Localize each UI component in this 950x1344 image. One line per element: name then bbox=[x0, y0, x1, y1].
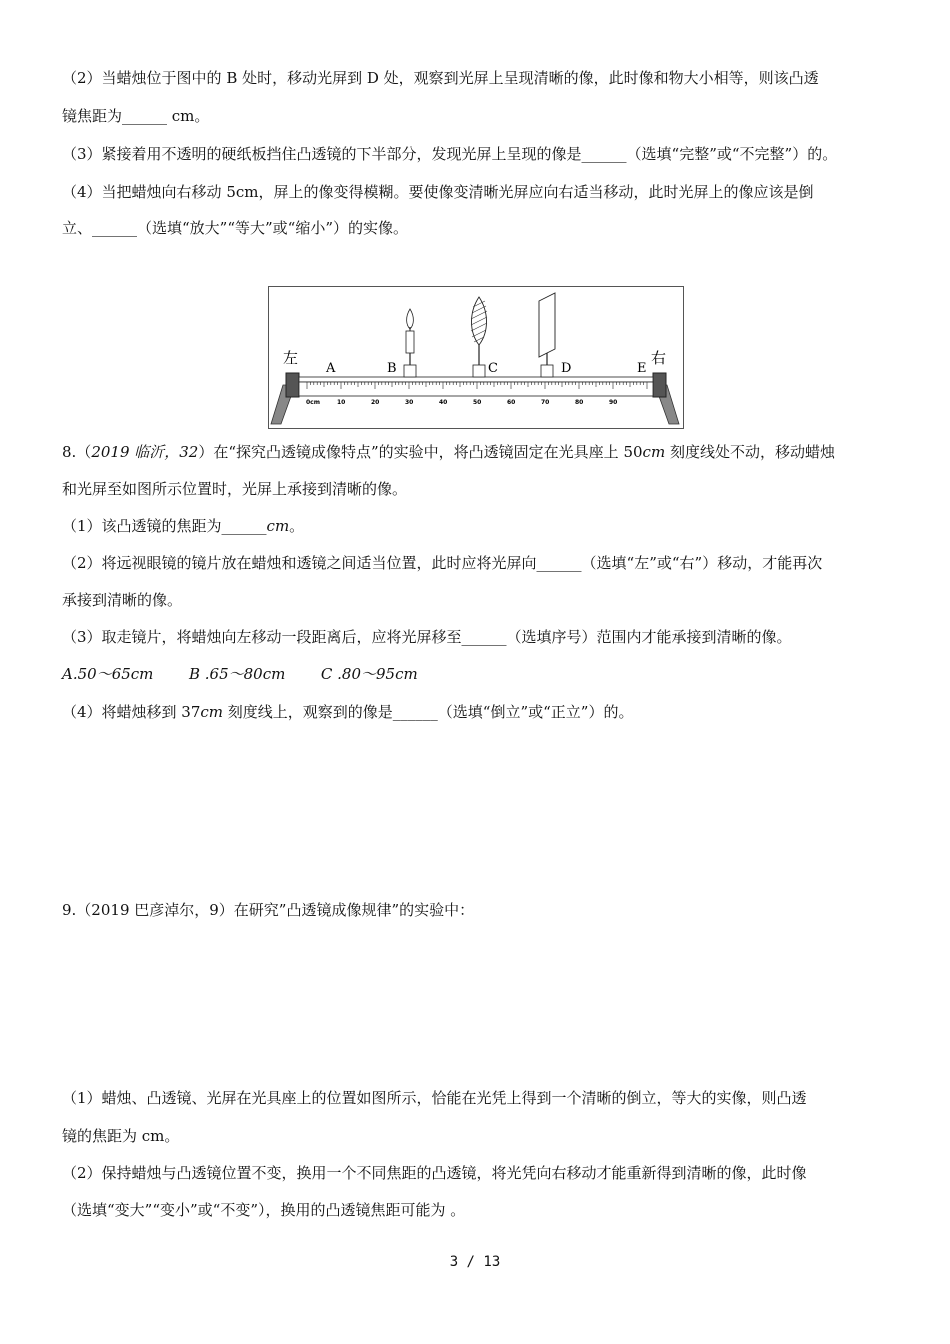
q8-part1-end: 。 bbox=[289, 517, 305, 535]
q9-part1-line2: 镜的焦距为 cm。 bbox=[62, 1127, 180, 1145]
q8-heading-text: ）在“探究凸透镜成像特点”的实验中，将凸透镜固定在光具座上 50 bbox=[198, 443, 643, 461]
right-end-block bbox=[653, 373, 666, 397]
q9-heading: 9.（2019 巴彦淖尔，9）在研究”凸透镜成像规律”的实验中： bbox=[62, 901, 475, 919]
q9-part1-line1: （1）蜡烛、凸透镜、光屏在光具座上的位置如图所示，恰能在光凭上得到一个清晰的倒立，等大的实像，则凸透 bbox=[62, 1089, 807, 1107]
q8-part3: （3）取走镜片，将蜡烛向左移动一段距离后，应将光屏移至______（选填序号）范围内才能承接到清晰的像。 bbox=[62, 628, 792, 646]
scale-tick-label: 30 bbox=[405, 399, 414, 406]
q8-part1-unit: cm bbox=[266, 517, 290, 535]
q8-option-b-unit: cm bbox=[262, 665, 286, 683]
q7-part3: （3）紧接着用不透明的硬纸板挡住凸透镜的下半部分，发现光屏上呈现的像是______（选填“完整”或“不完整”）的。 bbox=[62, 145, 838, 163]
scale-tick-label: 50 bbox=[473, 399, 482, 406]
scale-tick-label: 70 bbox=[541, 399, 550, 406]
scale-zero-label: 0cm bbox=[306, 399, 320, 406]
page-number: 3 / 13 bbox=[449, 1254, 501, 1270]
light-screen bbox=[539, 293, 555, 377]
q9-part2-line2: （选填“变大”“变小”或“不变”），换用的凸透镜焦距可能为 。 bbox=[62, 1201, 466, 1219]
candle bbox=[404, 309, 416, 377]
candle-body bbox=[406, 331, 414, 353]
screen-panel bbox=[539, 293, 555, 357]
q8-options bbox=[62, 664, 418, 684]
screen-holder bbox=[541, 365, 553, 377]
q8-number: 8.（ bbox=[62, 443, 92, 461]
q8-part4-end: 刻度线上，观察到的像是______（选填“倒立”或“正立”）的。 bbox=[223, 703, 634, 721]
q8-part1 bbox=[62, 516, 304, 536]
q8-option-a-unit: cm bbox=[130, 665, 154, 683]
bench-scale bbox=[299, 382, 653, 396]
q8-part2-line1: （2）将远视眼镜的镜片放在蜡烛和透镜之间适当位置，此时应将光屏向______（选填“左”或“右”）移动，才能再次 bbox=[62, 554, 823, 572]
q7-part4-line1: （4）当把蜡烛向右移动 5cm，屏上的像变得模糊。要使像变清晰光屏应向右适当移动，此时光屏上的像应该是倒 bbox=[62, 183, 814, 201]
q9-part2-line1: （2）保持蜡烛与凸透镜位置不变，换用一个不同焦距的凸透镜，将光凭向右移动才能重新得到清晰的像，此时像 bbox=[62, 1164, 807, 1182]
point-d-label: D bbox=[561, 361, 572, 376]
optical-bench-drawing bbox=[269, 287, 683, 428]
q8-unit: cm bbox=[642, 443, 666, 461]
candle-holder bbox=[404, 365, 416, 377]
q8-heading-tail: 刻度线处不动，移动蜡烛 bbox=[665, 443, 835, 461]
point-c-label: C bbox=[488, 361, 498, 376]
candle-flame bbox=[407, 309, 414, 329]
q8-part1-text: （1）该凸透镜的焦距为______ bbox=[62, 517, 267, 535]
scale-tick-label: 60 bbox=[507, 399, 516, 406]
q8-part4-text: （4）将蜡烛移到 37 bbox=[62, 703, 201, 721]
q8-option-a: A.50～65 bbox=[62, 665, 131, 683]
optical-bench-figure bbox=[268, 286, 684, 429]
scale-tick-label: 20 bbox=[371, 399, 380, 406]
q8-part4-unit: cm bbox=[200, 703, 224, 721]
left-label: 左 bbox=[283, 349, 299, 367]
q8-option-b: B .65～80 bbox=[188, 665, 263, 683]
right-label: 右 bbox=[651, 349, 667, 367]
convex-lens bbox=[471, 297, 487, 377]
point-e-label: E bbox=[637, 361, 647, 376]
point-a-label: A bbox=[326, 361, 336, 376]
scale-tick-label: 90 bbox=[609, 399, 618, 406]
scale-tick-label: 10 bbox=[337, 399, 346, 406]
lens-holder bbox=[473, 365, 485, 377]
q8-source: 2019 临沂，32 bbox=[91, 443, 199, 461]
q7-part2-line1: （2）当蜡烛位于图中的 B 处时，移动光屏到 D 处，观察到光屏上呈现清晰的像，此时像和物大小相等，则该凸透 bbox=[62, 69, 819, 87]
q8-part4 bbox=[62, 702, 633, 722]
q8-option-c: C .80～95 bbox=[320, 665, 396, 683]
scale-tick-labels bbox=[337, 399, 617, 406]
q8-heading-line1 bbox=[62, 442, 835, 462]
q8-part2-line2: 承接到清晰的像。 bbox=[62, 591, 183, 609]
point-b-label: B bbox=[387, 361, 397, 376]
q7-part4-line2: 立、______（选填“放大”“等大”或“缩小”）的实像。 bbox=[62, 219, 409, 237]
q8-heading-line2: 和光屏至如图所示位置时，光屏上承接到清晰的像。 bbox=[62, 480, 408, 498]
q7-part2-line2: 镜焦距为______ cm。 bbox=[62, 107, 210, 125]
scale-tick-label: 80 bbox=[575, 399, 584, 406]
q8-option-c-unit: cm bbox=[395, 665, 418, 683]
left-end-block bbox=[286, 373, 299, 397]
scale-tick-label: 40 bbox=[439, 399, 448, 406]
bench-rail-top bbox=[299, 377, 653, 382]
